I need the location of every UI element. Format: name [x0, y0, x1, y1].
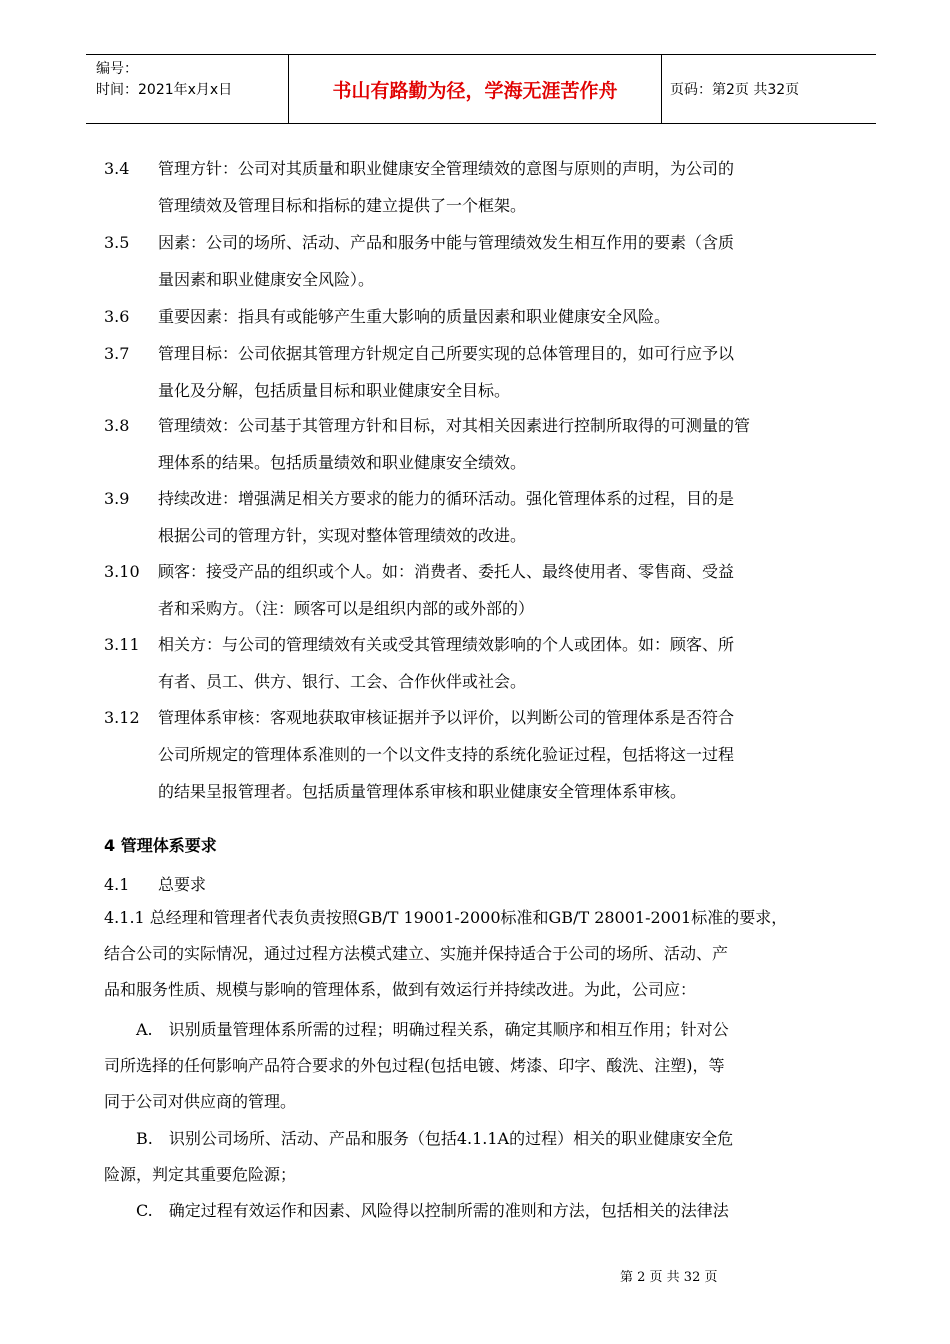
clause-3-12: [104, 699, 874, 810]
clause-3-4: [104, 150, 874, 224]
clause-text-line: 者和采购方。（注：顾客可以是组织内部的或外部的）: [158, 599, 535, 618]
clause-number: 3.7: [104, 344, 130, 363]
clause-number: 3.10: [104, 562, 140, 581]
clause-title: 总要求: [158, 875, 207, 894]
section-4-heading: 4 管理体系要求: [104, 836, 217, 855]
clause-text-line: 有者、员工、供方、银行、工会、合作伙伴或社会。: [158, 672, 527, 691]
paragraph-line: C. 确定过程有效运作和因素、风险得以控制所需的准则和方法，包括相关的法律法: [104, 1201, 729, 1220]
paragraph-line: 司所选择的任何影响产品符合要求的外包过程(包括电镀、烤漆、印字、酸洗、注塑)，等: [104, 1056, 725, 1075]
clause-text-line: 顾客：接受产品的组织或个人。如：消费者、委托人、最终使用者、零售商、受益: [158, 562, 735, 581]
clause-text-line: 管理方针：公司对其质量和职业健康安全管理绩效的意图与原则的声明，为公司的: [158, 159, 735, 178]
paragraph-line: 品和服务性质、规模与影响的管理体系，做到有效运行并持续改进。为此，公司应：: [104, 980, 697, 999]
header-meta: [96, 59, 232, 101]
clause-number: 3.8: [104, 416, 130, 435]
clause-number: 3.4: [104, 159, 130, 178]
clause-3-11: [104, 626, 874, 700]
doc-time-label: 时间：2021年x月x日: [96, 82, 233, 98]
clause-text-line: 量因素和职业健康安全风险）。: [158, 270, 375, 289]
clause-text-line: 根据公司的管理方针，实现对整体管理绩效的改进。: [158, 526, 527, 545]
clause-4-1: [104, 866, 874, 903]
doc-number-label: 编号：: [96, 61, 138, 77]
header-motto: 书山有路勤为径，学海无涯苦作舟: [288, 55, 662, 123]
paragraph-line: 4.1.1 总经理和管理者代表负责按照GB/T 19001-2000标准和GB/T 28001-2001标准的要求，: [104, 908, 788, 927]
clause-number: 3.9: [104, 489, 130, 508]
paragraph-line: 结合公司的实际情况，通过过程方法模式建立、实施并保持适合于公司的场所、活动、产: [104, 944, 729, 963]
clause-3-8: [104, 407, 874, 481]
paragraph-line: A. 识别质量管理体系所需的过程；明确过程关系，确定其顺序和相互作用；针对公: [104, 1020, 729, 1039]
clause-number: 3.12: [104, 708, 140, 727]
paragraph-c: [104, 1193, 876, 1229]
clause-text-line: 重要因素：指具有或能够产生重大影响的质量因素和职业健康安全风险。: [158, 307, 671, 326]
page-header: [86, 54, 876, 124]
paragraph-line: 同于公司对供应商的管理。: [104, 1092, 297, 1111]
page-footer: 第 2 页 共 32 页: [620, 1270, 718, 1285]
paragraph-a: [104, 1012, 876, 1120]
clause-3-6: [104, 298, 874, 335]
clause-number: 3.6: [104, 307, 130, 326]
clause-text-line: 理体系的结果。包括质量绩效和职业健康安全绩效。: [158, 453, 527, 472]
clause-text-line: 公司所规定的管理体系准则的一个以文件支持的系统化验证过程，包括将这一过程: [158, 745, 735, 764]
clause-3-5: [104, 224, 874, 298]
clause-text-line: 的结果呈报管理者。包括质量管理体系审核和职业健康安全管理体系审核。: [158, 782, 687, 801]
clause-number: 4.1: [104, 875, 130, 894]
clause-3-10: [104, 553, 874, 627]
paragraph-4-1-1: [104, 900, 876, 1008]
clause-number: 3.11: [104, 635, 140, 654]
clause-text-line: 管理目标：公司依据其管理方针规定自己所要实现的总体管理目的，如可行应予以: [158, 344, 735, 363]
clause-text-line: 持续改进：增强满足相关方要求的能力的循环活动。强化管理体系的过程，目的是: [158, 489, 735, 508]
clause-text-line: 管理绩效及管理目标和指标的建立提供了一个框架。: [158, 196, 527, 215]
clause-text-line: 相关方：与公司的管理绩效有关或受其管理绩效影响的个人或团体。如：顾客、所: [158, 635, 735, 654]
clause-text-line: 管理绩效：公司基于其管理方针和目标，对其相关因素进行控制所取得的可测量的管: [158, 416, 751, 435]
paragraph-b: [104, 1121, 876, 1193]
clause-3-9: [104, 480, 874, 554]
paragraph-line: B. 识别公司场所、活动、产品和服务（包括4.1.1A的过程）相关的职业健康安全危: [104, 1129, 734, 1148]
clause-number: 3.5: [104, 233, 130, 252]
clause-text-line: 管理体系审核：客观地获取审核证据并予以评价，以判断公司的管理体系是否符合: [158, 708, 735, 727]
paragraph-line: 险源，判定其重要危险源；: [104, 1165, 297, 1184]
clause-text-line: 量化及分解，包括质量目标和职业健康安全目标。: [158, 381, 511, 400]
clause-3-7: [104, 335, 874, 409]
header-page-number: 页码：第2页 共32页: [670, 82, 800, 98]
clause-text-line: 因素：公司的场所、活动、产品和服务中能与管理绩效发生相互作用的要素（含质: [158, 233, 735, 252]
